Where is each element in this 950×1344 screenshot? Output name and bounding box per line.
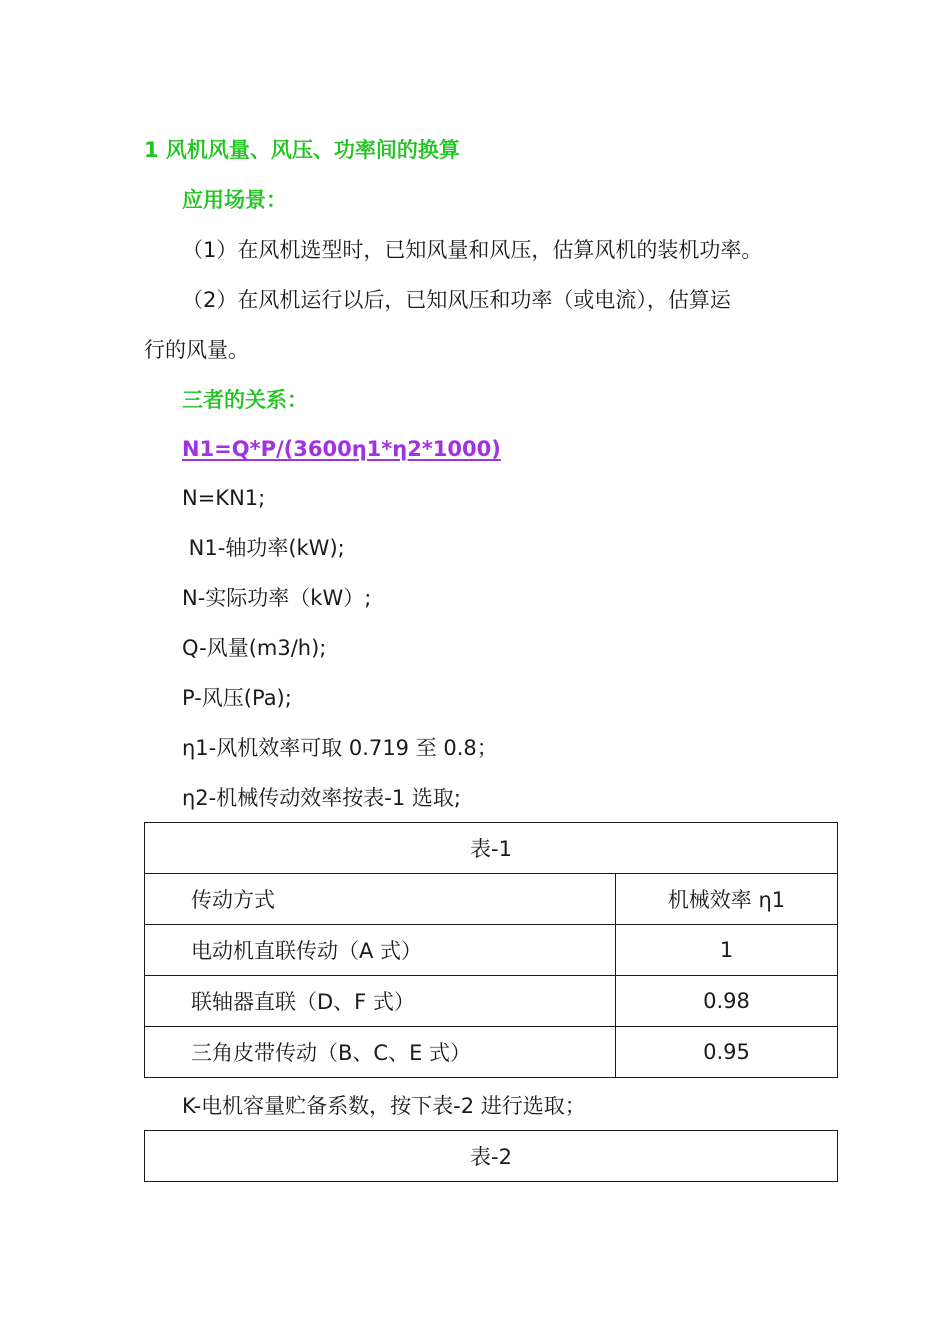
definition-k: K-电机容量贮备系数，按下表-2 进行选取；: [182, 1094, 586, 1118]
table-1-cell-method: 电动机直联传动（A 式）: [145, 925, 616, 976]
table-1-cell-efficiency: 1: [616, 925, 838, 976]
definition-p: P-风压(Pa);: [182, 686, 292, 710]
table-1-cell-efficiency: 0.98: [616, 976, 838, 1027]
table-1-cell-method: 三角皮带传动（B、C、E 式）: [145, 1027, 616, 1078]
definition-eta2: η2-机械传动效率按表-1 选取;: [182, 786, 461, 810]
table-1-cell-method: 联轴器直联（D、F 式）: [145, 976, 616, 1027]
definition-eta1: η1-风机效率可取 0.719 至 0.8；: [182, 736, 498, 760]
scene-item-1: （1）在风机选型时，已知风量和风压，估算风机的装机功率。: [182, 238, 763, 262]
power-formula[interactable]: N1=Q*P/(3600η1*η2*1000): [182, 437, 501, 461]
table-row: [145, 976, 838, 1027]
table-1-header-row: [145, 874, 838, 925]
table-1-caption-row: [145, 823, 838, 874]
definition-n: N=KN1;: [182, 486, 266, 510]
table-1-header-method: 传动方式: [145, 874, 616, 925]
table-row: [145, 925, 838, 976]
table-1-cell-efficiency: 0.95: [616, 1027, 838, 1078]
scene-item-2-continued: 行的风量。: [144, 338, 249, 362]
section-heading: 1 风机风量、风压、功率间的换算: [144, 138, 460, 162]
relation-title: 三者的关系：: [182, 388, 308, 412]
table-row: [145, 1027, 838, 1078]
scene-item-2: （2）在风机运行以后，已知风压和功率（或电流），估算运: [182, 288, 731, 312]
definition-q: Q-风量(m3/h);: [182, 636, 327, 660]
table-2-caption-row: [145, 1131, 838, 1182]
definition-n-actual: N-实际功率（kW）;: [182, 586, 372, 610]
definition-n1: N1-轴功率(kW);: [182, 536, 345, 560]
table-1-header-efficiency: 机械效率 η1: [616, 874, 838, 925]
scene-title: 应用场景：: [182, 188, 287, 212]
table-2-caption: 表-2: [145, 1131, 838, 1182]
table-1-caption: 表-1: [145, 823, 838, 874]
table-1: [144, 822, 838, 1078]
table-2: [144, 1130, 838, 1182]
